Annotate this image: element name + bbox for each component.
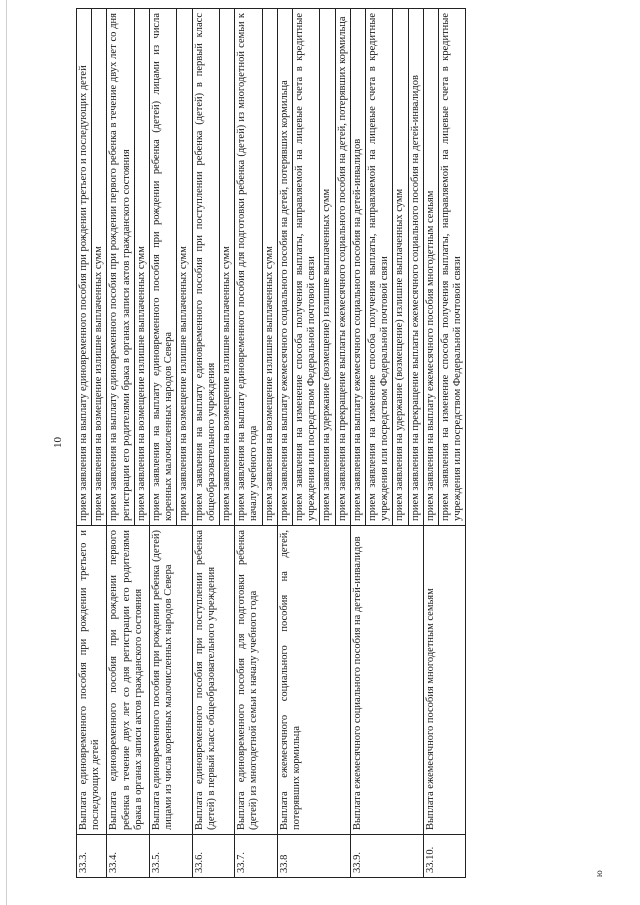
row-number: 33.8 [277, 835, 350, 878]
page-number: 10 [52, 437, 64, 448]
row-number: 33.4. [107, 835, 150, 878]
table-row [350, 9, 365, 878]
service-name: Выплата ежемесячного пособия многодетным семьям [423, 526, 466, 835]
service-action: прием заявления на выплату ежемесячного социального пособия на детей, потерявших кормильца [277, 9, 292, 526]
page-left-edge [6, 0, 7, 905]
service-action: прием заявления на выплату ежемесячного пособия многодетным семьям [423, 9, 438, 526]
table-row [77, 9, 92, 878]
service-action: прием заявления на прекращение выплаты ежемесячного социального пособия на детей-инвалидов [408, 9, 423, 526]
row-number: 33.7. [235, 835, 278, 878]
service-name: Выплата ежемесячного социального пособия на детей, потерявших кормильца [277, 526, 350, 835]
service-name: Выплата единовременного пособия при рождении ребенка (детей) лицами из числа коренных малочисленных народов Севера [150, 526, 193, 835]
service-action: прием заявления на выплату единовременного пособия при рождении первого ребенка в течение двух лет со дня регистрации его родителями брака в органах записи актов гражданского состояния [107, 9, 134, 526]
service-action: прием заявления на изменение способа получения выплаты, направляемой на лицевые счета в кредитные учреждения или посредством Федеральной почтовой связи [293, 9, 320, 526]
rotated-sheet [76, 8, 576, 878]
service-action: прием заявления на возмещение излишне выплаченных сумм [177, 9, 192, 526]
row-number: 33.6. [192, 835, 235, 878]
row-number: 33.10. [423, 835, 466, 878]
service-action: прием заявления на удержание (возмещение) излишне выплаченных сумм [320, 9, 335, 526]
table-row [423, 9, 438, 878]
services-table-body [77, 9, 466, 878]
service-action: прием заявления на выплату единовременного пособия при рождении ребенка (детей) лицами из числа коренных малочисленных народов Севера [150, 9, 177, 526]
service-action: прием заявления на изменение способа получения выплаты, направляемой на лицевые счета в кредитные учреждения или посредством Федеральной почтовой связи [366, 9, 393, 526]
service-action: прием заявления на выплату ежемесячного социального пособия на детей-инвалидов [350, 9, 365, 526]
service-action: прием заявления на возмещение излишне выплаченных сумм [92, 9, 107, 526]
row-number: 33.9. [350, 835, 423, 878]
table-row [192, 9, 219, 878]
table-row [235, 9, 262, 878]
service-action: прием заявления на возмещение излишне выплаченных сумм [262, 9, 277, 526]
service-action: прием заявления на выплату единовременного пособия при поступлении ребенка (детей) в первый класс общеобразовательного учреждения [192, 9, 219, 526]
service-action: прием заявления на изменение способа получения выплаты, направляемой на лицевые счета в кредитные учреждения или посредством Федеральной почтовой связи [439, 9, 466, 526]
table-row [107, 9, 134, 878]
service-action: прием заявления на выплату единовременного пособия для подготовки ребенка (детей) из многодетной семьи к началу учебного года [235, 9, 262, 526]
service-name: Выплата единовременного пособия при рождении третьего и последующих детей [77, 526, 107, 835]
service-name: Выплата единовременного пособия для подготовки ребенка (детей) из многодетной семьи к началу учебного года [235, 526, 278, 835]
service-action: прием заявления на возмещение излишне выплаченных сумм [220, 9, 235, 526]
service-name: Выплата ежемесячного социального пособия на детей-инвалидов [350, 526, 423, 835]
service-name: Выплата единовременного пособия при поступлении ребенка (детей) в первый класс общеобразовательного учреждения [192, 526, 235, 835]
service-action: прием заявления на прекращение выплаты ежемесячного социального пособия на детей, потерявших кормильца [335, 9, 350, 526]
table-row [277, 9, 292, 878]
table-row [150, 9, 177, 878]
row-number: 33.5. [150, 835, 193, 878]
service-name: Выплата единовременного пособия при рождении первого ребенка в течение двух лет со дня регистрации его родителями брака в органах записи актов гражданского состояния [107, 526, 150, 835]
row-number: 33.3. [77, 835, 107, 878]
service-action: прием заявления на удержание (возмещение) излишне выплаченных сумм [393, 9, 408, 526]
service-action: прием заявления на возмещение излишне выплаченных сумм [134, 9, 149, 526]
services-table [76, 8, 466, 878]
service-action: прием заявления на выплату единовременного пособия при рождении третьего и последующих детей [77, 9, 92, 526]
corner-mark: ю [594, 870, 604, 877]
